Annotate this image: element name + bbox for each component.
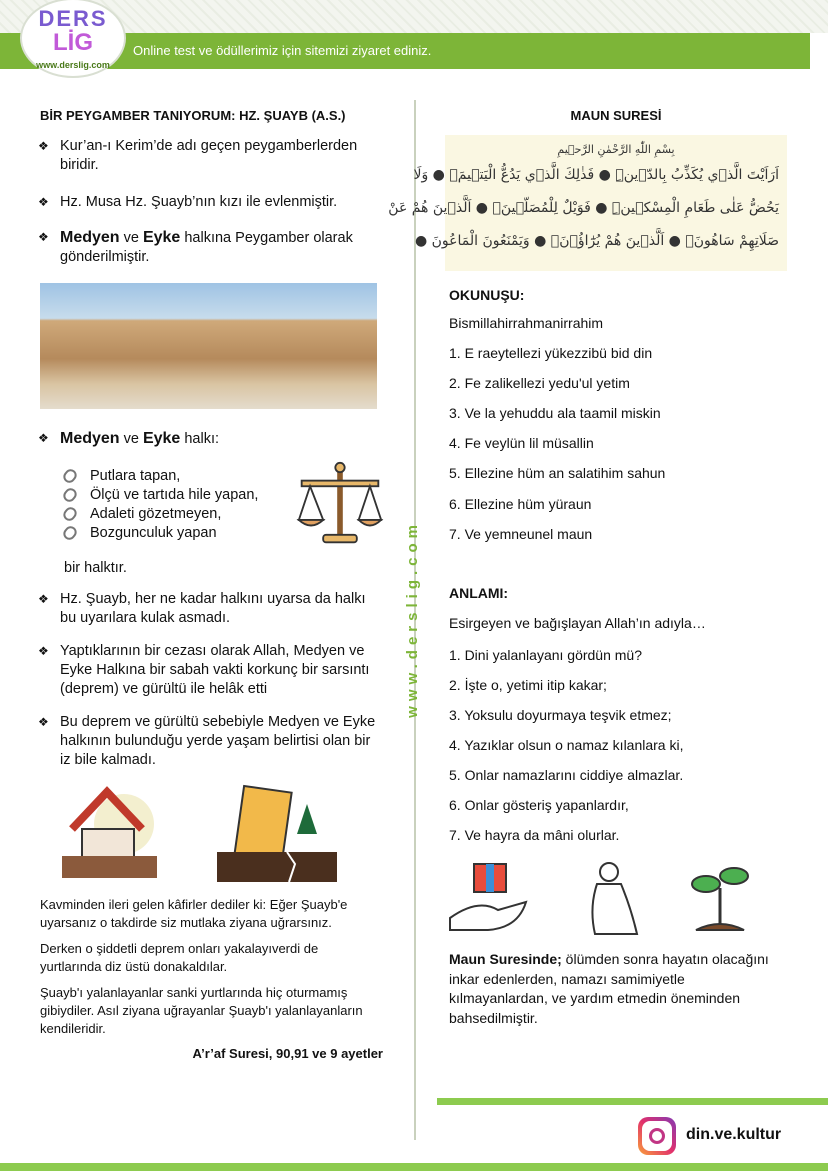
paperclip-icon bbox=[61, 486, 79, 504]
bullet-6: ❖ Yaptıklarının bir cezası olarak Allah, Medyen ve Eyke Halkına bir sabah vakti korkunç bir sarsıntı (deprem) ve gürültü ile helâk etti bbox=[38, 642, 383, 699]
earthquake-building-icon bbox=[217, 784, 337, 882]
citation: A’r’af Suresi, 90,91 ve 9 ayetler bbox=[192, 1046, 383, 1061]
paragraph: Şuayb'ı yalanlayanlar sanki yurtlarında hiç oturmamış gibiydiler. Asıl ziyana uğrayanlar Şuayb'ı yalanlayanların kendileridir. bbox=[40, 985, 363, 1036]
destroyed-house-icon bbox=[62, 784, 157, 879]
logo-line2: LİG bbox=[53, 29, 93, 56]
traits-list bbox=[64, 467, 258, 543]
bullet-4: ❖ Medyen ve Eyke halkı: bbox=[38, 429, 383, 449]
okunusu-line: Bismillahirrahmanirrahim bbox=[449, 315, 604, 331]
banner-text: Online test ve ödüllerimiz için sitemizi ziyaret ediniz. bbox=[133, 43, 432, 58]
bullet-5: ❖ Hz. Şuayb, her ne kadar halkını uyarsa da halkı bu uyarılara kulak asmadı. bbox=[38, 590, 383, 628]
arabic-line: اَرَاَيْتَ الَّذ۪ي يُكَذِّبُ بِالدّ۪ينِۜ ● فَذٰلِكَ الَّذ۪ي يَدُعُّ الْيَت۪يمَۙ ● وَلَا bbox=[413, 167, 779, 183]
left-title: BİR PEYGAMBER TANIYORUM: HZ. ŞUAYB (A.S.) bbox=[40, 108, 346, 123]
paperclip-icon bbox=[61, 524, 79, 542]
bullet-1: ❖ Kur’an-ı Kerim’de adı geçen peygamberlerden biridir. bbox=[38, 137, 383, 175]
earthquake-images bbox=[38, 784, 383, 882]
bottom-bar bbox=[0, 1163, 828, 1171]
trait-item: Adaleti gözetmeyen, bbox=[64, 505, 258, 524]
anlami-line: 3. Yoksulu doyurmaya teşvik etmez; bbox=[449, 707, 672, 723]
anlami-line: Esirgeyen ve bağışlayan Allah’ın adıyla… bbox=[449, 615, 706, 631]
praying-person-icon bbox=[585, 858, 643, 940]
anlami-line: 2. İşte o, yetimi itip kakar; bbox=[449, 677, 607, 693]
traits-end: bir halktır. bbox=[64, 560, 127, 576]
footer-line bbox=[437, 1098, 828, 1105]
okunusu-line: 2. Fe zalikellezi yedu'ul yetim bbox=[449, 375, 630, 391]
trait-item: Putlara tapan, bbox=[64, 467, 258, 486]
anlami-title: ANLAMI: bbox=[449, 585, 509, 601]
anlami-line: 1. Dini yalanlayanı gördün mü? bbox=[449, 647, 643, 663]
anlami-line: 4. Yazıklar olsun o namaz kılanlara ki, bbox=[449, 737, 684, 753]
quote-paragraphs bbox=[38, 896, 383, 1038]
plant-sprout-icon bbox=[690, 858, 750, 940]
instagram-handle[interactable]: din.ve.kultur bbox=[686, 1126, 782, 1143]
arabic-line: صَلَاتِهِمْ سَاهُونَۙ ● اَلَّذ۪ينَ هُمْ يُرَٰٓاؤُ۫نَۙ ● وَيَمْنَعُونَ الْمَاعُونَ ● bbox=[414, 233, 779, 249]
okunusu-line: 3. Ve la yehuddu ala taamil miskin bbox=[449, 405, 661, 421]
okunusu-line: 6. Ellezine hüm yüraun bbox=[449, 496, 592, 512]
anlami-line: 5. Onlar namazlarını ciddiye almazlar. bbox=[449, 767, 684, 783]
giving-hand-gift-icon bbox=[448, 858, 530, 938]
logo-url: www.derslig.com bbox=[36, 60, 110, 70]
okunusu-line: 5. Ellezine hüm an salatihim sahun bbox=[449, 465, 666, 481]
anlami-line: 7. Ve hayra da mâni olurlar. bbox=[449, 827, 620, 843]
arabic-line: يَحُضُّ عَلٰى طَعَامِ الْمِسْك۪ينِۜ ● فَوَيْلٌ لِلْمُصَلّ۪ينَۙ ● اَلَّذ۪ينَ هُمْ عَنْ bbox=[388, 200, 779, 216]
instagram-icon[interactable] bbox=[638, 1117, 676, 1155]
paperclip-icon bbox=[61, 467, 79, 485]
paragraph: Derken o şiddetli deprem onları yakalayıverdi de yurtlarında diz üstü donakaldılar. bbox=[40, 941, 319, 974]
basmala: بِسْمِ اللّٰهِ الرَّحْمٰنِ الرَّح۪يمِ bbox=[557, 143, 675, 156]
surah-title: MAUN SURESİ bbox=[570, 108, 662, 123]
bullet-3: ❖ Medyen ve Eyke halkına Peygamber olarak gönderilmiştir. bbox=[38, 228, 383, 267]
trait-item: Ölçü ve tartıda hile yapan, bbox=[64, 486, 258, 505]
scales-icon bbox=[297, 459, 383, 549]
medyen-ruins-photo bbox=[40, 283, 377, 409]
eyke: Eyke bbox=[142, 229, 181, 246]
paperclip-icon bbox=[61, 505, 79, 523]
medyen: Medyen bbox=[60, 229, 120, 246]
bullet-7: ❖ Bu deprem ve gürültü sebebiyle Medyen ve Eyke halkının bulunduğu yerde yaşam belirtisi olan bir iz bile kalmadı. bbox=[38, 713, 383, 770]
paragraph: Kavminden ileri gelen kâfirler dediler ki: Eğer Şuayb'e uyarsanız o takdirde siz mutlaka ziyana uğrarsınız. bbox=[40, 897, 348, 930]
logo-line1: DERS bbox=[38, 6, 108, 31]
traits-block bbox=[38, 459, 383, 551]
okunusu-title: OKUNUŞU: bbox=[449, 287, 525, 303]
left-column bbox=[38, 108, 383, 1061]
bullet-2: ❖ Hz. Musa Hz. Şuayb’nın kızı ile evlenmiştir. bbox=[38, 193, 383, 212]
derslig-logo[interactable] bbox=[20, 0, 126, 78]
okunusu-line: 1. E raeytellezi yükezzibü bid din bbox=[449, 345, 653, 361]
watermark-url: www.derslig.com bbox=[404, 520, 421, 718]
okunusu-line: 7. Ve yemneunel maun bbox=[449, 526, 593, 542]
summary: Maun Suresinde; ölümden sonra hayatın olacağını inkar edenlerden, namazı samimiyetle kılmayanlardan, ve yardım etmedin öneminden bahsedilmiştir. bbox=[449, 951, 769, 1026]
trait-item: Bozgunculuk yapan bbox=[64, 524, 258, 543]
arabic-text-box bbox=[388, 135, 787, 271]
anlami-line: 6. Onlar gösteriş yapanlardır, bbox=[449, 797, 629, 813]
okunusu-line: 4. Fe veylün lil müsallin bbox=[449, 435, 594, 451]
